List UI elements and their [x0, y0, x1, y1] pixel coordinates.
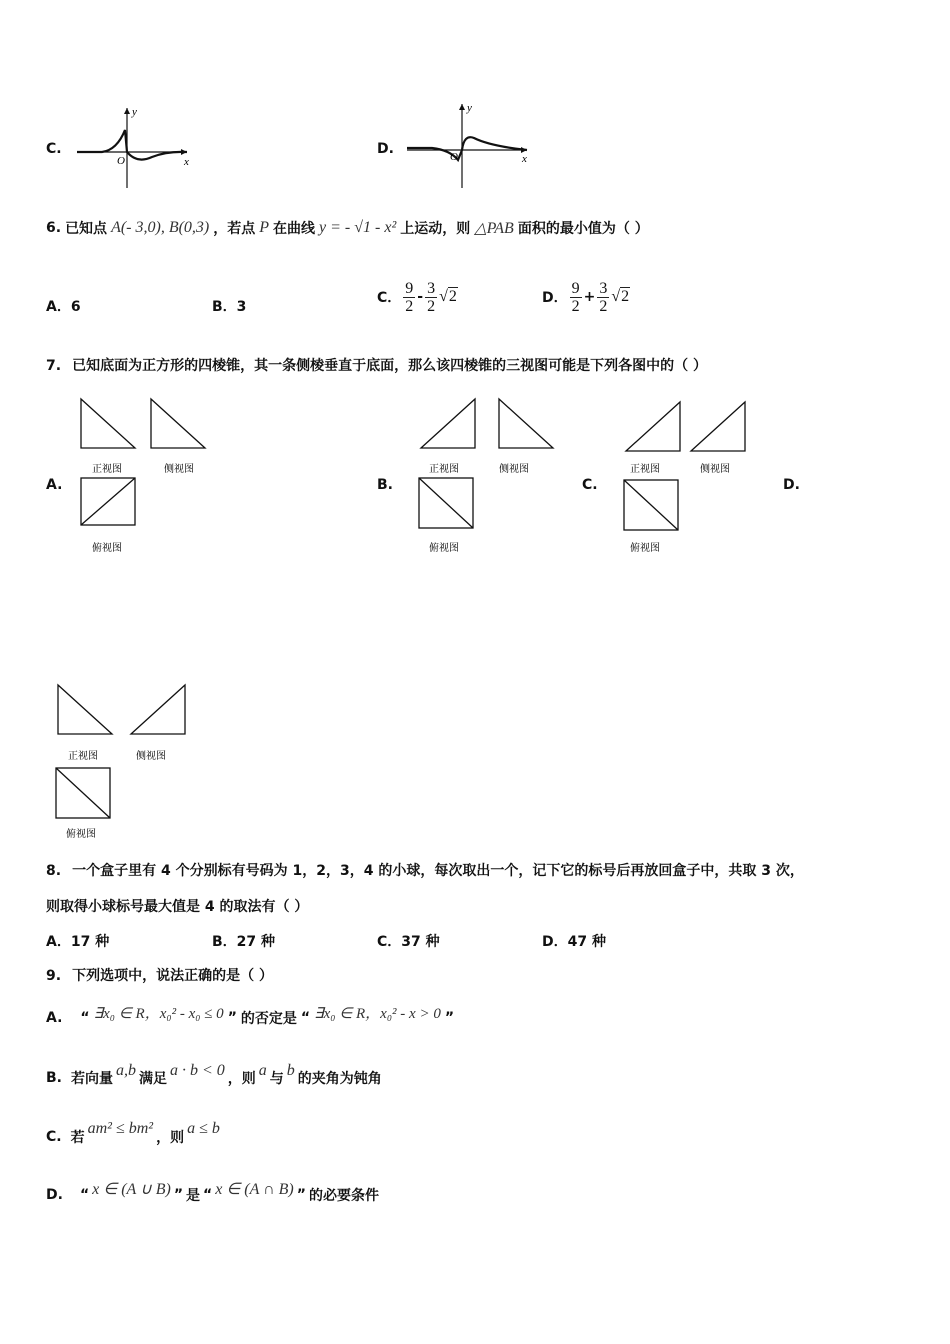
q9-b-m4: b: [286, 1062, 295, 1079]
q9-c-m1: am² ≤ bm²: [87, 1120, 154, 1137]
q6-text5: 面积的最小值为（ ）: [517, 221, 649, 237]
q6-text3: 在曲线: [273, 221, 316, 237]
q7d-top-label: 俯视图: [66, 829, 96, 840]
q5-option-d-label: D.: [377, 141, 394, 157]
q9-c-label: C.: [46, 1129, 62, 1145]
q6-option-a-value: 6: [70, 299, 81, 315]
q9-d-m1: x ∈ (A ∪ B): [92, 1181, 171, 1198]
q6-c-op: -: [417, 289, 424, 305]
q7a-side-label: 侧视图: [164, 464, 194, 475]
q8-option-a: A．17 种: [46, 934, 110, 950]
q8-stem-line2: [46, 896, 308, 916]
q6-c-frac2: $\frac{3}{2}$: [427, 279, 436, 315]
q8-option-d: D．47 种: [542, 934, 606, 950]
q9-b-m1: a,b: [116, 1062, 136, 1079]
q7-figure-c: [620, 396, 755, 561]
q9-a-math1: ∃x₀ ∈ R，x₀² - x₀ ≤ 0: [93, 1005, 224, 1022]
q5c-axis-x: x: [184, 156, 189, 168]
q6-option-c-label: C．: [377, 290, 402, 306]
q6-c-frac1: $\frac{9}{2}$: [405, 279, 414, 315]
q7d-side-label: 侧视图: [136, 751, 166, 762]
q6-option-b-label: B．: [212, 299, 237, 315]
q6-option-a: [46, 296, 81, 316]
q9-c-m2: a ≤ b: [187, 1120, 220, 1137]
q7-option-d-label: D.: [783, 477, 800, 493]
q7a-top-label: 俯视图: [92, 543, 122, 554]
q8-stem-line1: [46, 860, 804, 880]
q7a-front-label: 正视图: [92, 464, 122, 475]
q6-triangle: △PAB: [474, 220, 514, 237]
q6-option-b: [212, 296, 246, 316]
q8-option-c: C．37 种: [377, 934, 440, 950]
q8-number: 8.: [46, 863, 62, 879]
q6-option-d: [542, 272, 630, 322]
q7-figure-a: [78, 396, 213, 561]
q6-option-b-value: 3: [236, 299, 247, 315]
q7c-top-label: 俯视图: [630, 543, 660, 554]
q8-text1: 一个盒子里有 4 个分别标有号码为 1，2，3，4 的小球，每次取出一个，记下它的标号后再放回盒子中，共取 3 次，: [72, 863, 804, 879]
q5-graph-d: [402, 98, 532, 190]
q6-d-frac2: $\frac{3}{2}$: [599, 279, 608, 315]
q6-point-p: P: [259, 219, 270, 236]
q9-number: 9.: [46, 968, 62, 984]
q6-d-sqrt: √2: [611, 288, 630, 305]
q6-stem: [46, 218, 649, 238]
q6-option-a-label: A．: [46, 299, 71, 315]
q5-option-c-label: C.: [46, 141, 62, 157]
q7-stem: [46, 355, 707, 375]
q7-option-a-label: A.: [46, 477, 63, 493]
q9-a-label: A.: [46, 1010, 63, 1026]
q9-d-label: D.: [46, 1187, 63, 1203]
q9-text: 下列选项中，说法正确的是（ ）: [72, 968, 274, 984]
q5-graph-c: [72, 100, 197, 190]
q9-b-m3: a: [258, 1062, 267, 1079]
q5c-origin: O: [117, 155, 125, 167]
q5d-axis-y: y: [467, 102, 472, 114]
q6-option-c: [377, 272, 458, 322]
q7-number: 7.: [46, 358, 62, 374]
q8-text2: 则取得小球标号最大值是 4 的取法有（ ）: [46, 899, 309, 915]
q7d-front-label: 正视图: [68, 751, 98, 762]
q6-text1: 已知点: [65, 221, 108, 237]
q7b-side-label: 侧视图: [499, 464, 529, 475]
q7c-side-label: 侧视图: [700, 464, 730, 475]
q8-option-b: B．27 种: [212, 934, 276, 950]
q7-figure-d: [54, 682, 194, 842]
q6-option-d-label: D．: [542, 290, 568, 306]
q9-b-label: B.: [46, 1070, 62, 1086]
q5d-origin: O: [450, 151, 458, 163]
q6-curve: y = - √1 - x²: [319, 219, 397, 236]
q7-option-c-label: C.: [582, 477, 598, 493]
q7c-front-label: 正视图: [630, 464, 660, 475]
q7-text: 已知底面为正方形的四棱锥，其一条侧棱垂直于底面，那么该四棱锥的三视图可能是下列各图中的（ ）: [72, 358, 708, 374]
q7-figure-b: [415, 396, 560, 561]
q9-b-m2: a · b < 0: [170, 1062, 225, 1079]
q9-option-a: A. “ ∃x₀ ∈ R，x₀² - x₀ ≤ 0 ” 的否定是 “ ∃x₀ ∈ R，x₀² - x > 0 ”: [46, 1000, 454, 1036]
q9-option-c: C. 若 am² ≤ bm² ，则 a ≤ b: [46, 1120, 220, 1146]
q6-text4: 上运动，则: [400, 221, 471, 237]
q9-d-m2: x ∈ (A ∩ B): [215, 1181, 294, 1198]
q9-option-d: D. “ x ∈ (A ∪ B) ” 是 “ x ∈ (A ∩ B) ” 的必要条件: [46, 1181, 379, 1204]
q6-c-sqrt: √2: [439, 288, 457, 305]
q6-d-op: +: [583, 289, 596, 305]
q7-option-b-label: B.: [377, 477, 393, 493]
q6-d-frac1: $\frac{9}{2}$: [571, 279, 580, 315]
q6-text2: ，若点: [213, 221, 256, 237]
q9-a-mid: 的否定是: [240, 1011, 297, 1027]
q9-a-math2: ∃x₀ ∈ R，x₀² - x > 0: [314, 1005, 441, 1022]
q9-stem: [46, 965, 273, 985]
q6-points: A(- 3,0), B(0,3): [111, 219, 210, 236]
q9-option-b: B. 若向量 a,b 满足 a · b < 0 ，则 a 与 b 的夹角为钝角: [46, 1062, 382, 1087]
q6-number: 6.: [46, 220, 62, 236]
q7b-front-label: 正视图: [429, 464, 459, 475]
q5c-axis-y: y: [132, 106, 137, 118]
q7b-top-label: 俯视图: [429, 543, 459, 554]
q5d-axis-x: x: [522, 153, 527, 165]
